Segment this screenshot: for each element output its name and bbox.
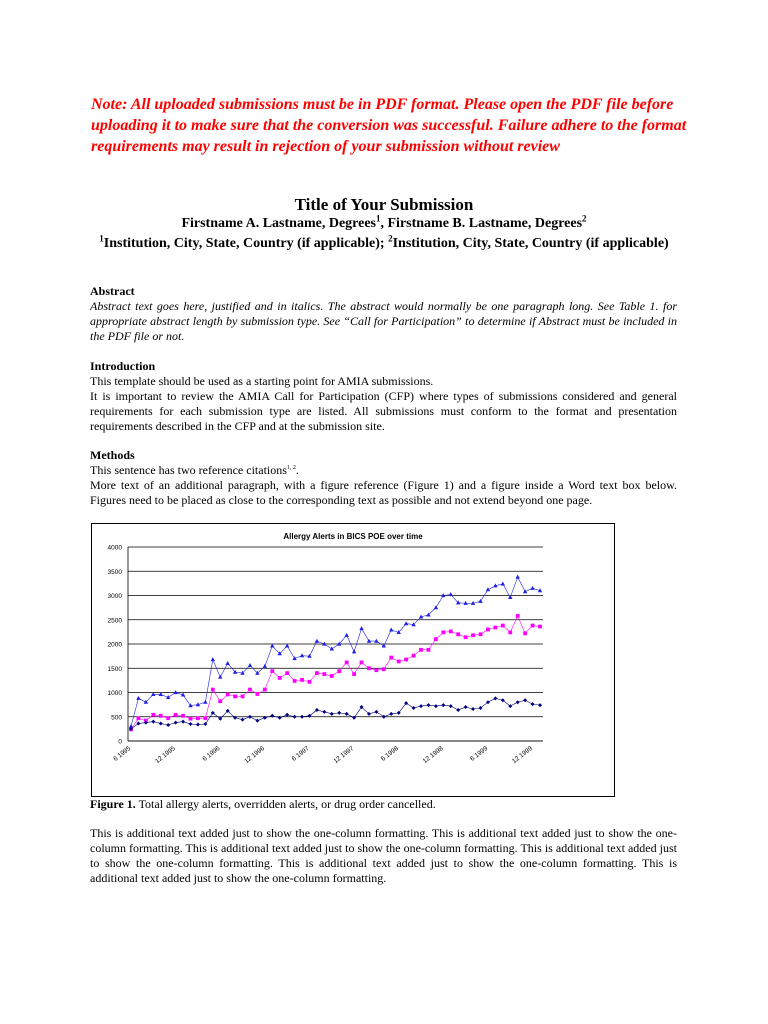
y-tick-label: 2000 bbox=[107, 641, 122, 649]
y-tick-label: 3000 bbox=[107, 593, 122, 600]
reference-citations[interactable]: 1, 2 bbox=[286, 465, 296, 471]
methods-heading: Methods bbox=[90, 448, 135, 462]
data-point-overridden bbox=[375, 668, 379, 672]
data-point-overridden bbox=[226, 693, 230, 697]
data-point-total bbox=[173, 690, 177, 694]
data-point-total bbox=[218, 675, 222, 679]
author-1: Firstname A. Lastname, Degrees bbox=[181, 216, 376, 231]
author-1-superscript: 1 bbox=[376, 213, 381, 224]
data-point-total bbox=[315, 639, 319, 643]
data-point-total bbox=[136, 696, 140, 700]
data-point-overridden bbox=[352, 672, 356, 676]
y-tick-label: 500 bbox=[111, 714, 122, 722]
data-point-overridden bbox=[174, 713, 178, 717]
data-point-total bbox=[515, 575, 519, 579]
data-point-total bbox=[263, 664, 267, 668]
y-tick-label: 3500 bbox=[107, 568, 122, 576]
x-tick-label: 12 1997 bbox=[332, 745, 356, 766]
data-point-overridden bbox=[330, 674, 334, 678]
data-point-total bbox=[211, 657, 215, 661]
data-point-total bbox=[352, 649, 356, 653]
data-point-overridden bbox=[508, 630, 512, 634]
x-tick-label: 6 1995 bbox=[112, 745, 133, 763]
data-point-total bbox=[404, 621, 408, 625]
x-tick-label: 6 1998 bbox=[379, 745, 400, 763]
author-2-superscript: 2 bbox=[582, 213, 587, 224]
abstract-text: Abstract text goes here, justified and in italics. The abstract would normally be one paragraph long. See Table 1. for appropriate abstract length by submission type. See “Call for Participation” to determine if Abstract must be included in the PDF file or not. bbox=[90, 299, 677, 343]
data-point-overridden bbox=[256, 692, 260, 696]
data-point-overridden bbox=[471, 633, 475, 637]
data-point-cancelled bbox=[337, 711, 341, 715]
data-point-overridden bbox=[159, 714, 163, 718]
data-point-cancelled bbox=[278, 716, 282, 720]
data-point-cancelled bbox=[322, 710, 326, 714]
data-point-cancelled bbox=[241, 718, 245, 722]
author-2: Firstname B. Lastname, Degrees bbox=[387, 216, 583, 231]
methods-line-1-end: . bbox=[295, 463, 299, 477]
abstract-heading: Abstract bbox=[90, 284, 135, 298]
data-point-cancelled bbox=[285, 713, 289, 717]
data-point-overridden bbox=[464, 635, 468, 639]
figure-1-chart bbox=[91, 523, 615, 797]
data-point-cancelled bbox=[389, 712, 393, 716]
data-point-overridden bbox=[285, 671, 289, 675]
methods-paragraph-2: More text of an additional paragraph, with a figure reference (Figure 1) and a figure inside a Word text box below. Figures need to be placed as close to the corresponding text as possible and not extend beyond one page. bbox=[90, 478, 677, 507]
methods-line-1-text: This sentence has two reference citations bbox=[90, 463, 287, 477]
data-point-cancelled bbox=[188, 722, 192, 726]
data-point-overridden bbox=[218, 699, 222, 703]
paper-title: Title of Your Submission bbox=[294, 195, 474, 214]
data-point-total bbox=[501, 581, 505, 585]
data-point-cancelled bbox=[293, 715, 297, 719]
data-point-cancelled bbox=[136, 722, 140, 726]
data-point-overridden bbox=[479, 632, 483, 636]
affiliation-2: Institution, City, State, Country (if applicable) bbox=[392, 236, 669, 251]
data-point-cancelled bbox=[538, 703, 542, 707]
data-point-cancelled bbox=[159, 722, 163, 726]
abstract-section bbox=[90, 284, 677, 344]
data-point-total bbox=[225, 661, 229, 665]
x-tick-label: 12 1996 bbox=[243, 745, 267, 766]
data-point-cancelled bbox=[412, 706, 416, 710]
data-point-overridden bbox=[248, 688, 252, 692]
data-point-cancelled bbox=[166, 723, 170, 727]
x-tick-label: 6 1997 bbox=[290, 745, 311, 763]
data-point-cancelled bbox=[248, 715, 252, 719]
data-point-total bbox=[374, 639, 378, 643]
data-point-total bbox=[307, 654, 311, 658]
data-point-overridden bbox=[308, 680, 312, 684]
data-point-overridden bbox=[531, 624, 535, 628]
data-point-cancelled bbox=[181, 720, 185, 724]
data-point-overridden bbox=[263, 688, 267, 692]
data-point-cancelled bbox=[419, 704, 423, 708]
data-point-total bbox=[359, 626, 363, 630]
data-point-overridden bbox=[322, 672, 326, 676]
data-point-overridden bbox=[360, 661, 364, 665]
data-point-cancelled bbox=[382, 715, 386, 719]
data-point-overridden bbox=[300, 678, 304, 682]
methods-line-1 bbox=[90, 463, 677, 478]
data-point-overridden bbox=[501, 624, 505, 628]
data-point-cancelled bbox=[531, 702, 535, 706]
data-point-cancelled bbox=[151, 720, 155, 724]
data-point-overridden bbox=[412, 654, 416, 658]
data-point-cancelled bbox=[352, 716, 356, 720]
y-tick-label: 2500 bbox=[107, 617, 122, 625]
data-point-overridden bbox=[196, 716, 200, 720]
y-tick-label: 1000 bbox=[107, 690, 122, 697]
series-line bbox=[131, 698, 540, 729]
data-point-overridden bbox=[270, 669, 274, 673]
introduction-line-1: This template should be used as a starting point for AMIA submissions. bbox=[90, 374, 434, 388]
data-point-cancelled bbox=[345, 712, 349, 716]
data-point-overridden bbox=[293, 679, 297, 683]
data-point-overridden bbox=[441, 630, 445, 634]
data-point-overridden bbox=[151, 713, 155, 717]
affiliation-1: Institution, City, State, Country (if applicable); bbox=[103, 236, 389, 251]
data-point-overridden bbox=[345, 661, 349, 665]
data-point-overridden bbox=[493, 626, 497, 630]
allergy-alerts-chart bbox=[92, 524, 614, 796]
data-point-overridden bbox=[449, 629, 453, 633]
x-tick-label: 12 1999 bbox=[510, 745, 534, 766]
data-point-cancelled bbox=[441, 703, 445, 707]
data-point-overridden bbox=[516, 614, 520, 618]
data-point-overridden bbox=[241, 694, 245, 698]
data-point-cancelled bbox=[456, 708, 460, 712]
data-point-overridden bbox=[382, 667, 386, 671]
data-point-cancelled bbox=[493, 696, 497, 700]
data-point-total bbox=[486, 587, 490, 591]
introduction-section bbox=[90, 359, 677, 434]
y-tick-label: 4000 bbox=[107, 544, 122, 552]
data-point-total bbox=[330, 646, 334, 650]
data-point-overridden bbox=[137, 716, 141, 720]
data-point-total bbox=[344, 633, 348, 637]
data-point-overridden bbox=[166, 716, 170, 720]
one-column-paragraph: This is additional text added just to show the one-column formatting. This is additional text added just to show the one-column formatting. This is additional text added just to show the one-column formatting. This is additional text added just to show the one-column formatting. This is additional text added just to show the one-column formatting. This is additional text added just to show the one-column formatting. bbox=[90, 826, 677, 885]
y-tick-label: 0 bbox=[118, 738, 122, 746]
x-tick-label: 12 1995 bbox=[154, 745, 177, 766]
series-line bbox=[131, 577, 540, 726]
data-point-overridden bbox=[419, 648, 423, 652]
methods-section bbox=[90, 448, 677, 508]
data-point-overridden bbox=[434, 637, 438, 641]
data-point-cancelled bbox=[263, 716, 267, 720]
data-point-overridden bbox=[427, 648, 431, 652]
figure-1-caption bbox=[90, 797, 677, 812]
data-point-cancelled bbox=[464, 705, 468, 709]
chart-title: Allergy Alerts in BICS POE over time bbox=[283, 532, 423, 541]
data-point-total bbox=[478, 599, 482, 603]
x-tick-label: 6 1999 bbox=[469, 745, 490, 763]
data-point-cancelled bbox=[434, 704, 438, 708]
data-point-overridden bbox=[523, 631, 527, 635]
figure-caption-text: Total allergy alerts, overridden alerts, or drug order cancelled. bbox=[135, 797, 436, 811]
introduction-heading: Introduction bbox=[90, 359, 156, 373]
data-point-cancelled bbox=[300, 715, 304, 719]
data-point-cancelled bbox=[523, 698, 527, 702]
data-point-cancelled bbox=[516, 700, 520, 704]
introduction-paragraph-2: It is important to review the AMIA Call for Participation (CFP) where types of submissions considered and general requirements for each submission type are listed. All submissions must conform to the format and presentation requirements described in the CFP and at the submission site. bbox=[90, 389, 677, 433]
y-tick-label: 1500 bbox=[107, 665, 122, 673]
data-point-overridden bbox=[404, 658, 408, 662]
data-point-total bbox=[389, 628, 393, 632]
data-point-total bbox=[367, 639, 371, 643]
data-point-total bbox=[300, 653, 304, 657]
data-point-overridden bbox=[538, 625, 542, 629]
data-point-overridden bbox=[337, 669, 341, 673]
data-point-overridden bbox=[397, 660, 401, 664]
data-point-cancelled bbox=[330, 712, 334, 716]
data-point-overridden bbox=[181, 714, 185, 718]
data-point-overridden bbox=[211, 688, 215, 692]
pdf-format-note: Note: All uploaded submissions must be in PDF format. Please open the PDF file before uploading it to make sure that the conversion was successful. Failure adhere to the format requirements may result in rejection of your submission without review bbox=[91, 96, 687, 155]
data-point-overridden bbox=[367, 666, 371, 670]
data-point-overridden bbox=[189, 717, 193, 721]
x-tick-label: 6 1996 bbox=[201, 745, 222, 763]
figure-caption-label: Figure 1. bbox=[90, 797, 136, 811]
affiliation-1-superscript: 1 bbox=[99, 233, 104, 244]
data-point-overridden bbox=[278, 676, 282, 680]
data-point-cancelled bbox=[449, 704, 453, 708]
data-point-cancelled bbox=[196, 723, 200, 727]
data-point-cancelled bbox=[255, 719, 259, 723]
data-point-cancelled bbox=[426, 703, 430, 707]
data-point-cancelled bbox=[374, 710, 378, 714]
data-point-overridden bbox=[486, 628, 490, 632]
data-point-overridden bbox=[203, 716, 207, 720]
data-point-total bbox=[530, 586, 534, 590]
data-point-cancelled bbox=[174, 721, 178, 725]
author-line bbox=[0, 213, 768, 232]
x-tick-label: 12 1998 bbox=[421, 745, 445, 766]
affiliation-2-superscript: 2 bbox=[388, 233, 393, 244]
data-point-total bbox=[248, 663, 252, 667]
data-point-total bbox=[449, 592, 453, 596]
data-point-overridden bbox=[315, 671, 319, 675]
data-point-overridden bbox=[389, 656, 393, 660]
data-point-total bbox=[203, 700, 207, 704]
affiliation-line bbox=[91, 234, 677, 253]
data-point-overridden bbox=[456, 632, 460, 636]
data-point-cancelled bbox=[471, 707, 475, 711]
data-point-total bbox=[434, 605, 438, 609]
data-point-overridden bbox=[233, 694, 237, 698]
data-point-cancelled bbox=[203, 722, 207, 726]
author-separator: , bbox=[380, 216, 388, 231]
data-point-cancelled bbox=[270, 714, 274, 718]
